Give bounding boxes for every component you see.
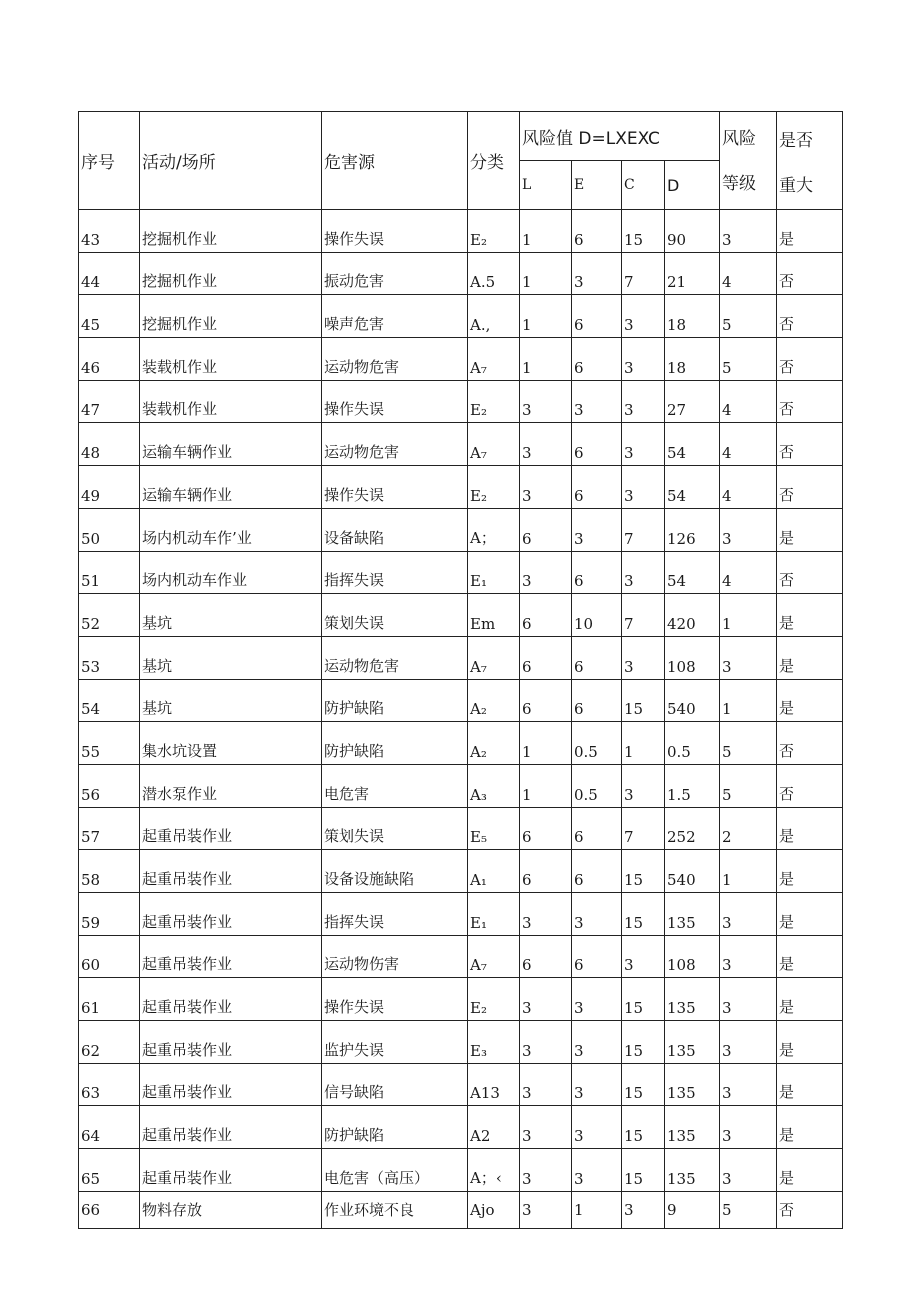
cell-D: 126 — [665, 508, 720, 551]
cell-C: 3 — [622, 636, 665, 679]
cell-C: 15 — [622, 1149, 665, 1192]
cell-hazard: 操作失误 — [322, 978, 468, 1021]
cell-no: 47 — [79, 380, 140, 423]
cell-category: E₂ — [468, 978, 520, 1021]
table-row — [79, 1191, 843, 1228]
cell-activity: 装载机作业 — [140, 338, 322, 381]
risk-assessment-table — [78, 111, 843, 1229]
cell-level: 4 — [720, 252, 777, 295]
cell-major: 否 — [777, 466, 843, 509]
table-row — [79, 807, 843, 850]
cell-activity: 挖掘机作业 — [140, 295, 322, 338]
cell-C: 3 — [622, 551, 665, 594]
header-major-top: 是否 — [779, 131, 814, 151]
cell-L: 6 — [520, 636, 572, 679]
cell-L: 1 — [520, 210, 572, 253]
cell-activity: 起重吊装作业 — [140, 935, 322, 978]
cell-hazard: 防护缺陷 — [322, 1106, 468, 1149]
cell-C: 3 — [622, 423, 665, 466]
cell-E: 0.5 — [572, 764, 622, 807]
cell-level: 1 — [720, 850, 777, 893]
cell-hazard: 振动危害 — [322, 252, 468, 295]
cell-category: A13 — [468, 1063, 520, 1106]
cell-D: 540 — [665, 679, 720, 722]
cell-C: 15 — [622, 210, 665, 253]
cell-level: 5 — [720, 338, 777, 381]
cell-hazard: 防护缺陷 — [322, 679, 468, 722]
cell-D: 27 — [665, 380, 720, 423]
cell-level: 4 — [720, 380, 777, 423]
cell-D: 54 — [665, 423, 720, 466]
cell-L: 3 — [520, 551, 572, 594]
cell-level: 5 — [720, 764, 777, 807]
cell-no: 51 — [79, 551, 140, 594]
table-body — [79, 210, 843, 1229]
table-row — [79, 850, 843, 893]
cell-major: 是 — [777, 210, 843, 253]
cell-category: A.5 — [468, 252, 520, 295]
table-header-row — [79, 112, 843, 161]
cell-L: 3 — [520, 1106, 572, 1149]
cell-no: 56 — [79, 764, 140, 807]
cell-E: 6 — [572, 679, 622, 722]
cell-C: 3 — [622, 466, 665, 509]
cell-level: 3 — [720, 893, 777, 936]
cell-major: 是 — [777, 935, 843, 978]
table-row — [79, 380, 843, 423]
cell-D: 135 — [665, 1021, 720, 1064]
cell-major: 否 — [777, 338, 843, 381]
cell-hazard: 策划失误 — [322, 594, 468, 637]
cell-major: 否 — [777, 423, 843, 466]
cell-category: A₇ — [468, 636, 520, 679]
cell-no: 64 — [79, 1106, 140, 1149]
cell-C: 3 — [622, 380, 665, 423]
cell-category: E₁ — [468, 551, 520, 594]
cell-E: 3 — [572, 1149, 622, 1192]
cell-E: 6 — [572, 935, 622, 978]
cell-E: 1 — [572, 1191, 622, 1228]
cell-D: 18 — [665, 338, 720, 381]
cell-L: 6 — [520, 679, 572, 722]
header-activity: 活动/场所 — [140, 112, 322, 210]
cell-E: 6 — [572, 807, 622, 850]
cell-category: A₁ — [468, 850, 520, 893]
cell-L: 1 — [520, 295, 572, 338]
cell-C: 15 — [622, 679, 665, 722]
cell-L: 3 — [520, 423, 572, 466]
cell-level: 4 — [720, 423, 777, 466]
cell-no: 55 — [79, 722, 140, 765]
header-risk-level-top: 风险 — [722, 129, 757, 149]
cell-L: 3 — [520, 978, 572, 1021]
cell-major: 是 — [777, 850, 843, 893]
cell-hazard: 操作失误 — [322, 210, 468, 253]
cell-no: 57 — [79, 807, 140, 850]
cell-C: 7 — [622, 807, 665, 850]
cell-category: A₃ — [468, 764, 520, 807]
cell-activity: 起重吊装作业 — [140, 1063, 322, 1106]
cell-category: Ajo — [468, 1191, 520, 1228]
cell-no: 65 — [79, 1149, 140, 1192]
cell-category: A., — [468, 295, 520, 338]
cell-category: A；‹ — [468, 1149, 520, 1192]
cell-hazard: 电危害 — [322, 764, 468, 807]
cell-hazard: 操作失误 — [322, 466, 468, 509]
header-hazard: 危害源 — [322, 112, 468, 210]
cell-L: 6 — [520, 850, 572, 893]
cell-hazard: 防护缺陷 — [322, 722, 468, 765]
cell-activity: 起重吊装作业 — [140, 1149, 322, 1192]
cell-L: 1 — [520, 338, 572, 381]
cell-level: 5 — [720, 722, 777, 765]
cell-category: A₂ — [468, 722, 520, 765]
cell-major: 是 — [777, 508, 843, 551]
cell-C: 3 — [622, 295, 665, 338]
cell-activity: 运输车辆作业 — [140, 423, 322, 466]
cell-category: E₂ — [468, 210, 520, 253]
cell-level: 5 — [720, 295, 777, 338]
cell-activity: 起重吊装作业 — [140, 850, 322, 893]
cell-E: 3 — [572, 1106, 622, 1149]
cell-hazard: 指挥失误 — [322, 893, 468, 936]
header-D: D — [665, 161, 720, 210]
table-row — [79, 295, 843, 338]
cell-no: 44 — [79, 252, 140, 295]
cell-E: 3 — [572, 893, 622, 936]
cell-C: 3 — [622, 1191, 665, 1228]
cell-D: 135 — [665, 893, 720, 936]
cell-level: 2 — [720, 807, 777, 850]
cell-D: 21 — [665, 252, 720, 295]
table-row — [79, 1149, 843, 1192]
cell-L: 3 — [520, 1149, 572, 1192]
table-row — [79, 508, 843, 551]
cell-activity: 起重吊装作业 — [140, 1106, 322, 1149]
cell-hazard: 监护失误 — [322, 1021, 468, 1064]
cell-E: 3 — [572, 1021, 622, 1064]
cell-activity: 起重吊装作业 — [140, 1021, 322, 1064]
table-row — [79, 210, 843, 253]
cell-no: 49 — [79, 466, 140, 509]
cell-activity: 起重吊装作业 — [140, 807, 322, 850]
table-row — [79, 252, 843, 295]
cell-activity: 基坑 — [140, 636, 322, 679]
cell-level: 3 — [720, 508, 777, 551]
cell-level: 1 — [720, 679, 777, 722]
cell-L: 6 — [520, 594, 572, 637]
cell-C: 7 — [622, 508, 665, 551]
cell-major: 是 — [777, 807, 843, 850]
cell-E: 3 — [572, 252, 622, 295]
cell-major: 否 — [777, 722, 843, 765]
cell-L: 1 — [520, 764, 572, 807]
cell-no: 52 — [79, 594, 140, 637]
table-row — [79, 935, 843, 978]
table-row — [79, 636, 843, 679]
cell-level: 3 — [720, 1063, 777, 1106]
table-row — [79, 978, 843, 1021]
cell-C: 15 — [622, 1021, 665, 1064]
cell-activity: 挖掘机作业 — [140, 252, 322, 295]
header-E: E — [572, 161, 622, 210]
cell-no: 46 — [79, 338, 140, 381]
cell-hazard: 操作失误 — [322, 380, 468, 423]
cell-major: 否 — [777, 764, 843, 807]
cell-C: 7 — [622, 252, 665, 295]
table-row — [79, 679, 843, 722]
cell-activity: 起重吊装作业 — [140, 978, 322, 1021]
cell-hazard: 指挥失误 — [322, 551, 468, 594]
cell-activity: 基坑 — [140, 594, 322, 637]
cell-D: 1.5 — [665, 764, 720, 807]
cell-no: 58 — [79, 850, 140, 893]
cell-no: 54 — [79, 679, 140, 722]
cell-E: 6 — [572, 551, 622, 594]
table-row — [79, 594, 843, 637]
cell-activity: 装载机作业 — [140, 380, 322, 423]
cell-L: 3 — [520, 1021, 572, 1064]
cell-hazard: 噪声危害 — [322, 295, 468, 338]
cell-D: 420 — [665, 594, 720, 637]
cell-no: 43 — [79, 210, 140, 253]
header-major-bottom: 重大 — [779, 176, 814, 196]
cell-L: 3 — [520, 466, 572, 509]
cell-L: 6 — [520, 807, 572, 850]
cell-D: 108 — [665, 636, 720, 679]
table-row — [79, 551, 843, 594]
cell-category: E₂ — [468, 466, 520, 509]
cell-E: 6 — [572, 850, 622, 893]
cell-no: 61 — [79, 978, 140, 1021]
cell-hazard: 策划失误 — [322, 807, 468, 850]
cell-D: 135 — [665, 1149, 720, 1192]
cell-activity: 潜水泵作业 — [140, 764, 322, 807]
cell-E: 3 — [572, 508, 622, 551]
table-row — [79, 1106, 843, 1149]
cell-activity: 场内机动车作业 — [140, 551, 322, 594]
cell-category: E₂ — [468, 380, 520, 423]
cell-E: 6 — [572, 210, 622, 253]
cell-major: 否 — [777, 252, 843, 295]
cell-C: 15 — [622, 850, 665, 893]
cell-L: 3 — [520, 380, 572, 423]
cell-E: 6 — [572, 636, 622, 679]
cell-E: 3 — [572, 978, 622, 1021]
cell-activity: 集水坑设置 — [140, 722, 322, 765]
cell-E: 3 — [572, 380, 622, 423]
cell-activity: 场内机动车作’业 — [140, 508, 322, 551]
cell-C: 15 — [622, 1106, 665, 1149]
table-row — [79, 722, 843, 765]
cell-category: Em — [468, 594, 520, 637]
cell-E: 6 — [572, 423, 622, 466]
cell-major: 是 — [777, 1063, 843, 1106]
cell-E: 6 — [572, 338, 622, 381]
cell-level: 5 — [720, 1191, 777, 1228]
cell-hazard: 运动物危害 — [322, 338, 468, 381]
cell-D: 54 — [665, 551, 720, 594]
cell-major: 是 — [777, 1021, 843, 1064]
cell-level: 3 — [720, 636, 777, 679]
cell-C: 3 — [622, 935, 665, 978]
cell-category: A； — [468, 508, 520, 551]
cell-E: 10 — [572, 594, 622, 637]
cell-D: 0.5 — [665, 722, 720, 765]
cell-major: 是 — [777, 636, 843, 679]
cell-category: A₇ — [468, 338, 520, 381]
cell-hazard: 运动物危害 — [322, 423, 468, 466]
table-row — [79, 893, 843, 936]
cell-E: 6 — [572, 295, 622, 338]
cell-no: 53 — [79, 636, 140, 679]
cell-L: 3 — [520, 893, 572, 936]
cell-major: 是 — [777, 893, 843, 936]
cell-D: 54 — [665, 466, 720, 509]
header-risk-level — [720, 112, 777, 210]
header-seq: 序号 — [79, 112, 140, 210]
cell-level: 3 — [720, 1149, 777, 1192]
cell-no: 60 — [79, 935, 140, 978]
cell-L: 3 — [520, 1191, 572, 1228]
cell-major: 是 — [777, 679, 843, 722]
cell-D: 252 — [665, 807, 720, 850]
cell-activity: 挖掘机作业 — [140, 210, 322, 253]
cell-no: 66 — [79, 1191, 140, 1228]
cell-D: 18 — [665, 295, 720, 338]
cell-level: 3 — [720, 1106, 777, 1149]
cell-major: 否 — [777, 295, 843, 338]
header-C: C — [622, 161, 665, 210]
cell-no: 63 — [79, 1063, 140, 1106]
cell-D: 108 — [665, 935, 720, 978]
cell-category: E₁ — [468, 893, 520, 936]
cell-category: E₅ — [468, 807, 520, 850]
cell-activity: 基坑 — [140, 679, 322, 722]
cell-D: 135 — [665, 978, 720, 1021]
cell-level: 4 — [720, 551, 777, 594]
cell-major: 否 — [777, 1191, 843, 1228]
table-row — [79, 466, 843, 509]
cell-hazard: 运动物危害 — [322, 636, 468, 679]
header-risk-level-bottom: 等级 — [722, 174, 757, 194]
cell-hazard: 设备缺陷 — [322, 508, 468, 551]
cell-activity: 起重吊装作业 — [140, 893, 322, 936]
table-row — [79, 338, 843, 381]
cell-C: 15 — [622, 978, 665, 1021]
cell-level: 3 — [720, 1021, 777, 1064]
cell-level: 4 — [720, 466, 777, 509]
cell-C: 15 — [622, 893, 665, 936]
cell-L: 3 — [520, 1063, 572, 1106]
cell-no: 45 — [79, 295, 140, 338]
cell-hazard: 信号缺陷 — [322, 1063, 468, 1106]
cell-level: 3 — [720, 210, 777, 253]
cell-E: 6 — [572, 466, 622, 509]
cell-L: 1 — [520, 722, 572, 765]
cell-hazard: 作业环境不良 — [322, 1191, 468, 1228]
cell-category: E₃ — [468, 1021, 520, 1064]
cell-major: 是 — [777, 1106, 843, 1149]
cell-major: 是 — [777, 594, 843, 637]
cell-no: 50 — [79, 508, 140, 551]
cell-category: A₇ — [468, 423, 520, 466]
cell-D: 135 — [665, 1106, 720, 1149]
cell-hazard: 设备设施缺陷 — [322, 850, 468, 893]
cell-level: 3 — [720, 978, 777, 1021]
cell-C: 1 — [622, 722, 665, 765]
cell-D: 90 — [665, 210, 720, 253]
cell-L: 6 — [520, 935, 572, 978]
cell-category: A₇ — [468, 935, 520, 978]
cell-level: 3 — [720, 935, 777, 978]
cell-D: 9 — [665, 1191, 720, 1228]
cell-L: 1 — [520, 252, 572, 295]
cell-major: 是 — [777, 1149, 843, 1192]
cell-category: A₂ — [468, 679, 520, 722]
cell-C: 15 — [622, 1063, 665, 1106]
cell-hazard: 电危害（高压） — [322, 1149, 468, 1192]
header-risk-value: 风险值 D=LXEXC — [520, 112, 720, 161]
header-major — [777, 112, 843, 210]
cell-D: 540 — [665, 850, 720, 893]
cell-L: 6 — [520, 508, 572, 551]
cell-major: 否 — [777, 380, 843, 423]
cell-E: 0.5 — [572, 722, 622, 765]
header-category: 分类 — [468, 112, 520, 210]
cell-no: 62 — [79, 1021, 140, 1064]
table-row — [79, 423, 843, 466]
cell-C: 7 — [622, 594, 665, 637]
cell-E: 3 — [572, 1063, 622, 1106]
table-row — [79, 764, 843, 807]
table-row — [79, 1021, 843, 1064]
cell-C: 3 — [622, 338, 665, 381]
cell-activity: 运输车辆作业 — [140, 466, 322, 509]
cell-level: 1 — [720, 594, 777, 637]
cell-hazard: 运动物伤害 — [322, 935, 468, 978]
cell-no: 48 — [79, 423, 140, 466]
header-L: L — [520, 161, 572, 210]
table-row — [79, 1063, 843, 1106]
cell-major: 否 — [777, 551, 843, 594]
cell-D: 135 — [665, 1063, 720, 1106]
cell-category: A2 — [468, 1106, 520, 1149]
cell-major: 是 — [777, 978, 843, 1021]
cell-no: 59 — [79, 893, 140, 936]
cell-C: 3 — [622, 764, 665, 807]
cell-activity: 物料存放 — [140, 1191, 322, 1228]
